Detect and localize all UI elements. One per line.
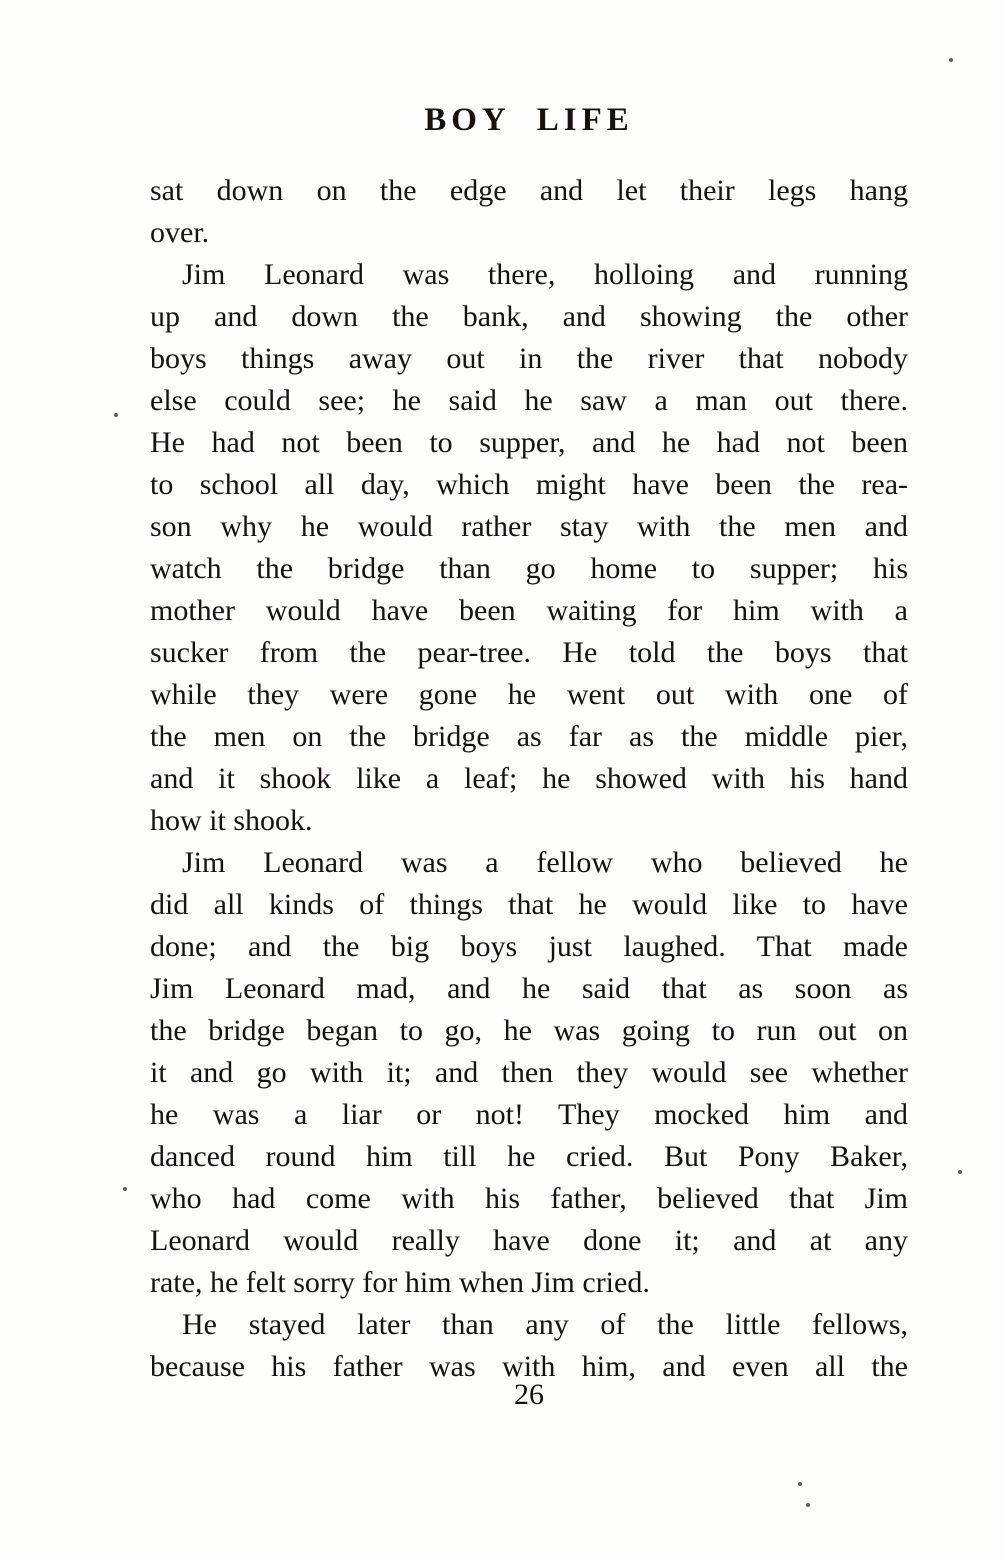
- text-line: rate, he felt sorry for him when Jim cried.: [150, 1266, 650, 1299]
- scan-speck: [806, 1503, 810, 1507]
- text-line: the men on the bridge as far as the middle pier,: [150, 720, 908, 753]
- text-line: He stayed later than any of the little fellows,: [182, 1308, 908, 1341]
- text-line: up and down the bank, and showing the other: [150, 300, 908, 333]
- text-line: Leonard would really have done it; and at any: [150, 1224, 908, 1257]
- text-line: to school all day, which might have been the rea-: [150, 468, 908, 501]
- text-line: over.: [150, 216, 210, 249]
- text-line: and it shook like a leaf; he showed with his hand: [150, 762, 908, 795]
- scan-speck: [123, 1187, 127, 1191]
- text-line: how it shook.: [150, 804, 313, 837]
- text-line: he was a liar or not! They mocked him and: [150, 1098, 908, 1131]
- text-line: son why he would rather stay with the men and: [150, 510, 908, 543]
- text-line: watch the bridge than go home to supper; his: [150, 552, 908, 585]
- text-line: else could see; he said he saw a man out there.: [150, 384, 908, 417]
- text-line: the bridge began to go, he was going to run out on: [150, 1014, 908, 1047]
- text-line: did all kinds of things that he would like to have: [150, 888, 908, 921]
- text-line: sat down on the edge and let their legs hang: [150, 174, 908, 207]
- text-line: it and go with it; and then they would see whether: [150, 1056, 908, 1089]
- text-line: Jim Leonard mad, and he said that as soon as: [150, 972, 908, 1005]
- text-line: while they were gone he went out with one of: [150, 678, 908, 711]
- scan-speck: [114, 413, 118, 417]
- text-line: danced round him till he cried. But Pony Baker,: [150, 1140, 908, 1173]
- text-block: [150, 170, 908, 1388]
- text-line: who had come with his father, believed that Jim: [150, 1182, 908, 1215]
- page-number: 26: [514, 1378, 544, 1411]
- running-head: BOY LIFE: [424, 102, 634, 138]
- text-line: boys things away out in the river that nobody: [150, 342, 908, 375]
- scan-speck: [958, 1170, 962, 1174]
- text-line: done; and the big boys just laughed. That made: [150, 930, 908, 963]
- text-line: Jim Leonard was there, holloing and running: [182, 258, 908, 291]
- text-line: sucker from the pear-tree. He told the boys that: [150, 636, 908, 669]
- scan-speck: [798, 1482, 802, 1486]
- text-line: He had not been to supper, and he had not been: [150, 426, 908, 459]
- text-line: mother would have been waiting for him with a: [150, 594, 908, 627]
- text-line: because his father was with him, and even all the: [150, 1350, 908, 1383]
- text-line: Jim Leonard was a fellow who believed he: [182, 846, 908, 879]
- scan-speck: [949, 58, 953, 62]
